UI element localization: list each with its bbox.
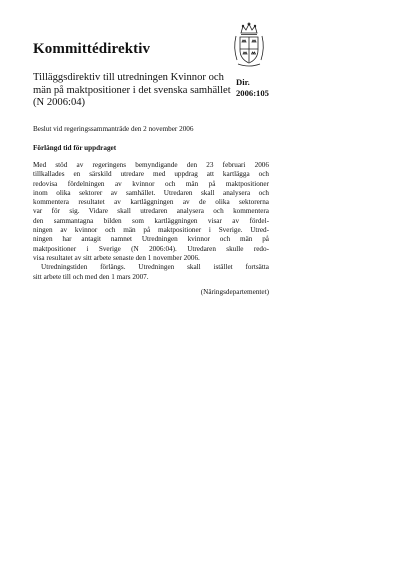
paragraph1-line: visa resultatet av sitt arbete senaste den 1 november 2006. — [33, 253, 200, 262]
ministry-name: (Näringsdepartementet) — [200, 288, 269, 296]
body-text — [33, 161, 269, 282]
directive-number-block — [236, 77, 269, 98]
paragraph1-line: redovisa fördelningen av kvinnor och män på maktpositioner — [33, 179, 269, 188]
coat-of-arms-icon — [232, 22, 266, 68]
paragraph1-line: kommentera resultatet av kartläggningen av de olika sektorerna — [33, 198, 269, 207]
dir-label: Dir. — [236, 77, 250, 87]
section-heading: Förlängd tid för uppdraget — [33, 144, 117, 152]
paragraph2-line: Utredningstiden förlängs. Utredningen skall istället fortsätta — [41, 263, 269, 272]
document-subtitle: Tilläggsdirektiv till utredningen Kvinnor och män på maktpositioner i det svenska samhället (N 2006:04) — [33, 72, 231, 108]
paragraph2-line: sitt arbete till och med den 1 mars 2007. — [33, 272, 149, 281]
dir-number: 2006:105 — [236, 87, 269, 98]
document-heading: Kommittédirektiv — [33, 41, 151, 57]
paragraph1-line: tillkallades en särskild utredare med uppdrag att kartlägga och — [33, 170, 269, 179]
paragraph1-line: maktpositioner i Sverige (N 2006:04). Utredaren skulle redo- — [33, 244, 269, 253]
paragraph1-line: var för sig. Vidare skall utredaren analysera och kommentera — [33, 207, 269, 216]
paragraph1-line: den sammantagna bilden som kartläggningen visar av fördel- — [33, 216, 269, 225]
paragraph1-line: ningen har antagit namnet Utredningen kvinnor och män på — [33, 235, 269, 244]
paragraph1-line: ningen av kvinnor och män på maktpositioner i Sverige. Utred- — [33, 226, 269, 235]
paragraph1-line: Med stöd av regeringens bemyndigande den 23 februari 2006 — [33, 161, 269, 169]
paragraph1-line: inom olika sektorer av samhället. Utredaren skall analysera och — [33, 188, 269, 197]
decision-line: Beslut vid regeringssammanträde den 2 november 2006 — [33, 125, 194, 133]
